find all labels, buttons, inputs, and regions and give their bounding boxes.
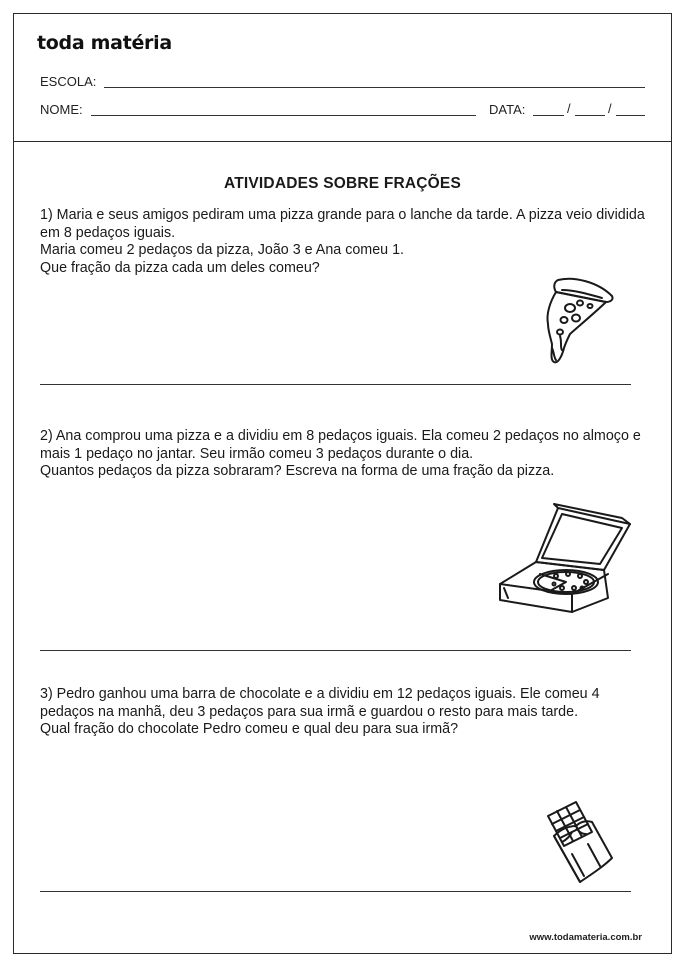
date-separator: / [608, 101, 612, 116]
question-text: Que fração da pizza cada um deles comeu? [40, 259, 320, 276]
header-divider [13, 141, 672, 142]
data-label: DATA: [489, 102, 526, 117]
chocolate-bar-icon [540, 796, 618, 884]
brand-logo: toda matéria [37, 32, 172, 54]
answer-line[interactable] [40, 891, 631, 892]
footer-website: www.todamateria.com.br [529, 932, 642, 943]
question-text: 3) Pedro ganhou uma barra de chocolate e a dividiu em 12 pedaços iguais. Ele comeu 4 pedaços na manhã, deu 3 pedaços para sua irmã e guardou o resto para mais tarde. [40, 686, 600, 720]
escola-label: ESCOLA: [40, 74, 97, 89]
question-text: 2) Ana comprou uma pizza e a dividiu em 8 pedaços iguais. Ela comeu 2 pedaços no almoço e mais 1 pedaço no jantar. Seu irmão comeu 3 pedaços durante o dia. [40, 428, 641, 462]
nome-field[interactable] [91, 115, 476, 116]
date-day-field[interactable] [533, 115, 564, 116]
question-text: Quantos pedaços da pizza sobraram? Escreva na forma de uma fração da pizza. [40, 463, 555, 479]
question-text: Qual fração do chocolate Pedro comeu e qual deu para sua irmã? [40, 721, 459, 737]
answer-line[interactable] [40, 650, 631, 651]
escola-field[interactable] [104, 87, 645, 88]
worksheet-title: ATIVIDADES SOBRE FRAÇÕES [223, 175, 462, 192]
answer-line[interactable] [40, 384, 631, 385]
question-1 [40, 207, 650, 277]
question-2 [40, 428, 650, 481]
date-month-field[interactable] [575, 115, 605, 116]
pizza-box-icon [496, 502, 634, 614]
question-3 [40, 686, 650, 739]
pizza-slice-icon [540, 272, 620, 368]
question-text: 1) Maria e seus amigos pediram uma pizza grande para o lanche da tarde. A pizza veio dividida em 8 pedaços iguais. [40, 207, 645, 241]
date-year-field[interactable] [616, 115, 645, 116]
nome-label: NOME: [40, 102, 83, 117]
date-separator: / [567, 101, 571, 116]
question-text: Maria comeu 2 pedaços da pizza, João 3 e Ana comeu 1. [40, 242, 404, 258]
